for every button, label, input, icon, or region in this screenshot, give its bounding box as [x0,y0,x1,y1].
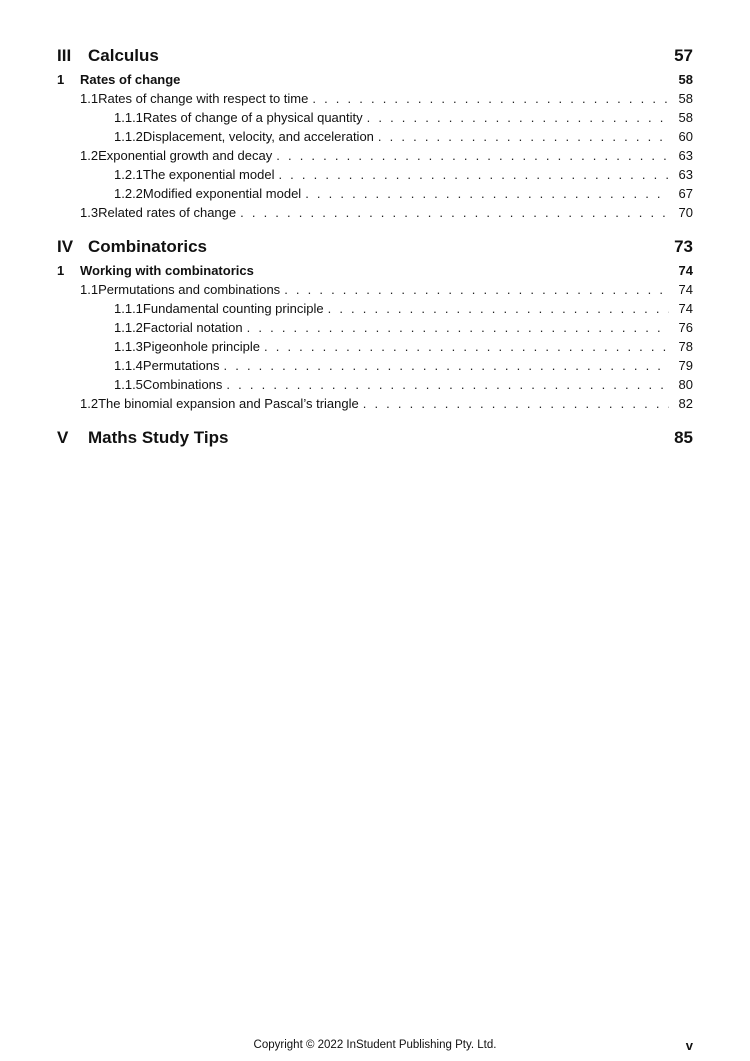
toc-entry-number: 1.2 [80,396,99,411]
toc-entry-number: V [57,428,69,447]
toc-entry-page: 58 [678,91,693,106]
toc-entry-page: 79 [678,358,693,373]
toc-entry-page: 60 [678,129,693,144]
toc-entry-page: 63 [678,167,693,182]
dot-leader [264,339,669,354]
toc-entry-chap[interactable] [57,72,693,91]
dot-leader [378,129,669,144]
page-number: v [685,1038,693,1053]
toc-entry-sub[interactable] [57,129,693,148]
toc-entry-page: 82 [678,396,693,411]
toc-entry-number: 1.1.1 [114,110,143,125]
dot-leader [224,358,669,373]
toc-entry-page: 74 [678,282,693,297]
toc-entry-sub[interactable] [57,186,693,205]
toc-entry-title: Related rates of change [98,205,237,220]
toc-entry-sub[interactable] [57,167,693,186]
toc-entry-part[interactable] [57,237,693,261]
toc-entry-sub[interactable] [57,377,693,396]
toc-entry-sub[interactable] [57,320,693,339]
toc-entry-title: Combinatorics [88,237,208,256]
toc-entry-page: 80 [678,377,693,392]
toc-entry-title: Permutations [142,358,220,373]
toc-entry-page: 74 [678,301,693,316]
dot-leader [305,186,669,201]
toc-entry-page: 76 [678,320,693,335]
toc-entry-title: Combinations [142,377,223,392]
dot-leader [367,110,669,125]
toc-entry-title: The binomial expansion and Pascal’s triangle [98,396,359,411]
toc-entry-title: Calculus [88,46,159,65]
dot-leader [328,301,669,316]
toc-entry-title: Rates of change of a physical quantity [142,110,363,125]
toc-entry-title: Factorial notation [142,320,243,335]
toc-entry-title: Rates of change with respect to time [98,91,309,106]
toc-entry-number: 1.1.5 [114,377,143,392]
toc-entry-page: 67 [678,186,693,201]
toc-entry-title: Permutations and combinations [98,282,281,297]
dot-leader [226,377,669,392]
dot-leader [247,320,669,335]
toc-entry-page: 63 [678,148,693,163]
dot-leader [276,148,669,163]
dot-leader [284,282,669,297]
toc-entry-page: 57 [674,46,693,65]
toc-entry-number: 1.2.1 [114,167,143,182]
toc-entry-sec[interactable] [57,91,693,110]
toc-entry-page: 58 [678,72,693,87]
toc-entry-number: 1.2.2 [114,186,143,201]
toc-entry-sec[interactable] [57,148,693,167]
copyright-text: Copyright © 2022 InStudent Publishing Pty. Ltd. [253,1039,497,1051]
toc-entry-sec[interactable] [57,205,693,224]
toc-entry-number: 1.1 [80,91,99,106]
toc-entry-number: III [57,46,72,65]
toc-entry-sub[interactable] [57,110,693,129]
toc-entry-page: 58 [678,110,693,125]
toc-entry-title: Modified exponential model [142,186,302,201]
toc-entry-title: Working with combinatorics [80,263,254,278]
toc-entry-sec[interactable] [57,282,693,301]
toc-entry-page: 78 [678,339,693,354]
toc-entry-number: 1 [57,72,65,87]
toc-entry-title: Displacement, velocity, and acceleration [142,129,374,144]
toc-entry-title: Rates of change [80,72,181,87]
toc-entry-title: Pigeonhole principle [142,339,261,354]
toc-entry-number: 1.3 [80,205,99,220]
dot-leader [278,167,669,182]
toc-entry-part[interactable] [57,428,693,452]
toc-entry-page: 73 [674,237,693,256]
toc-entry-title: Exponential growth and decay [98,148,273,163]
dot-leader [312,91,669,106]
toc-entry-page: 85 [674,428,693,447]
toc-entry-sec[interactable] [57,396,693,415]
dot-leader [240,205,669,220]
toc-entry-title: Maths Study Tips [88,428,229,447]
toc-entry-sub[interactable] [57,358,693,377]
toc-entry-number: 1.1.2 [114,320,143,335]
toc-entry-number: 1.1 [80,282,99,297]
toc-entry-sub[interactable] [57,339,693,358]
toc-entry-number: IV [57,237,74,256]
toc-entry-chap[interactable] [57,263,693,282]
toc-entry-part[interactable] [57,46,693,70]
dot-leader [363,396,669,411]
toc-entry-number: 1.1.1 [114,301,143,316]
toc-entry-page: 74 [678,263,693,278]
toc-entry-title: The exponential model [142,167,275,182]
toc-entry-number: 1.1.2 [114,129,143,144]
toc-entry-number: 1 [57,263,65,278]
toc-entry-number: 1.2 [80,148,99,163]
toc-entry-page: 70 [678,205,693,220]
toc-entry-title: Fundamental counting principle [142,301,324,316]
toc-entry-number: 1.1.4 [114,358,143,373]
toc-entry-sub[interactable] [57,301,693,320]
toc-entry-number: 1.1.3 [114,339,143,354]
